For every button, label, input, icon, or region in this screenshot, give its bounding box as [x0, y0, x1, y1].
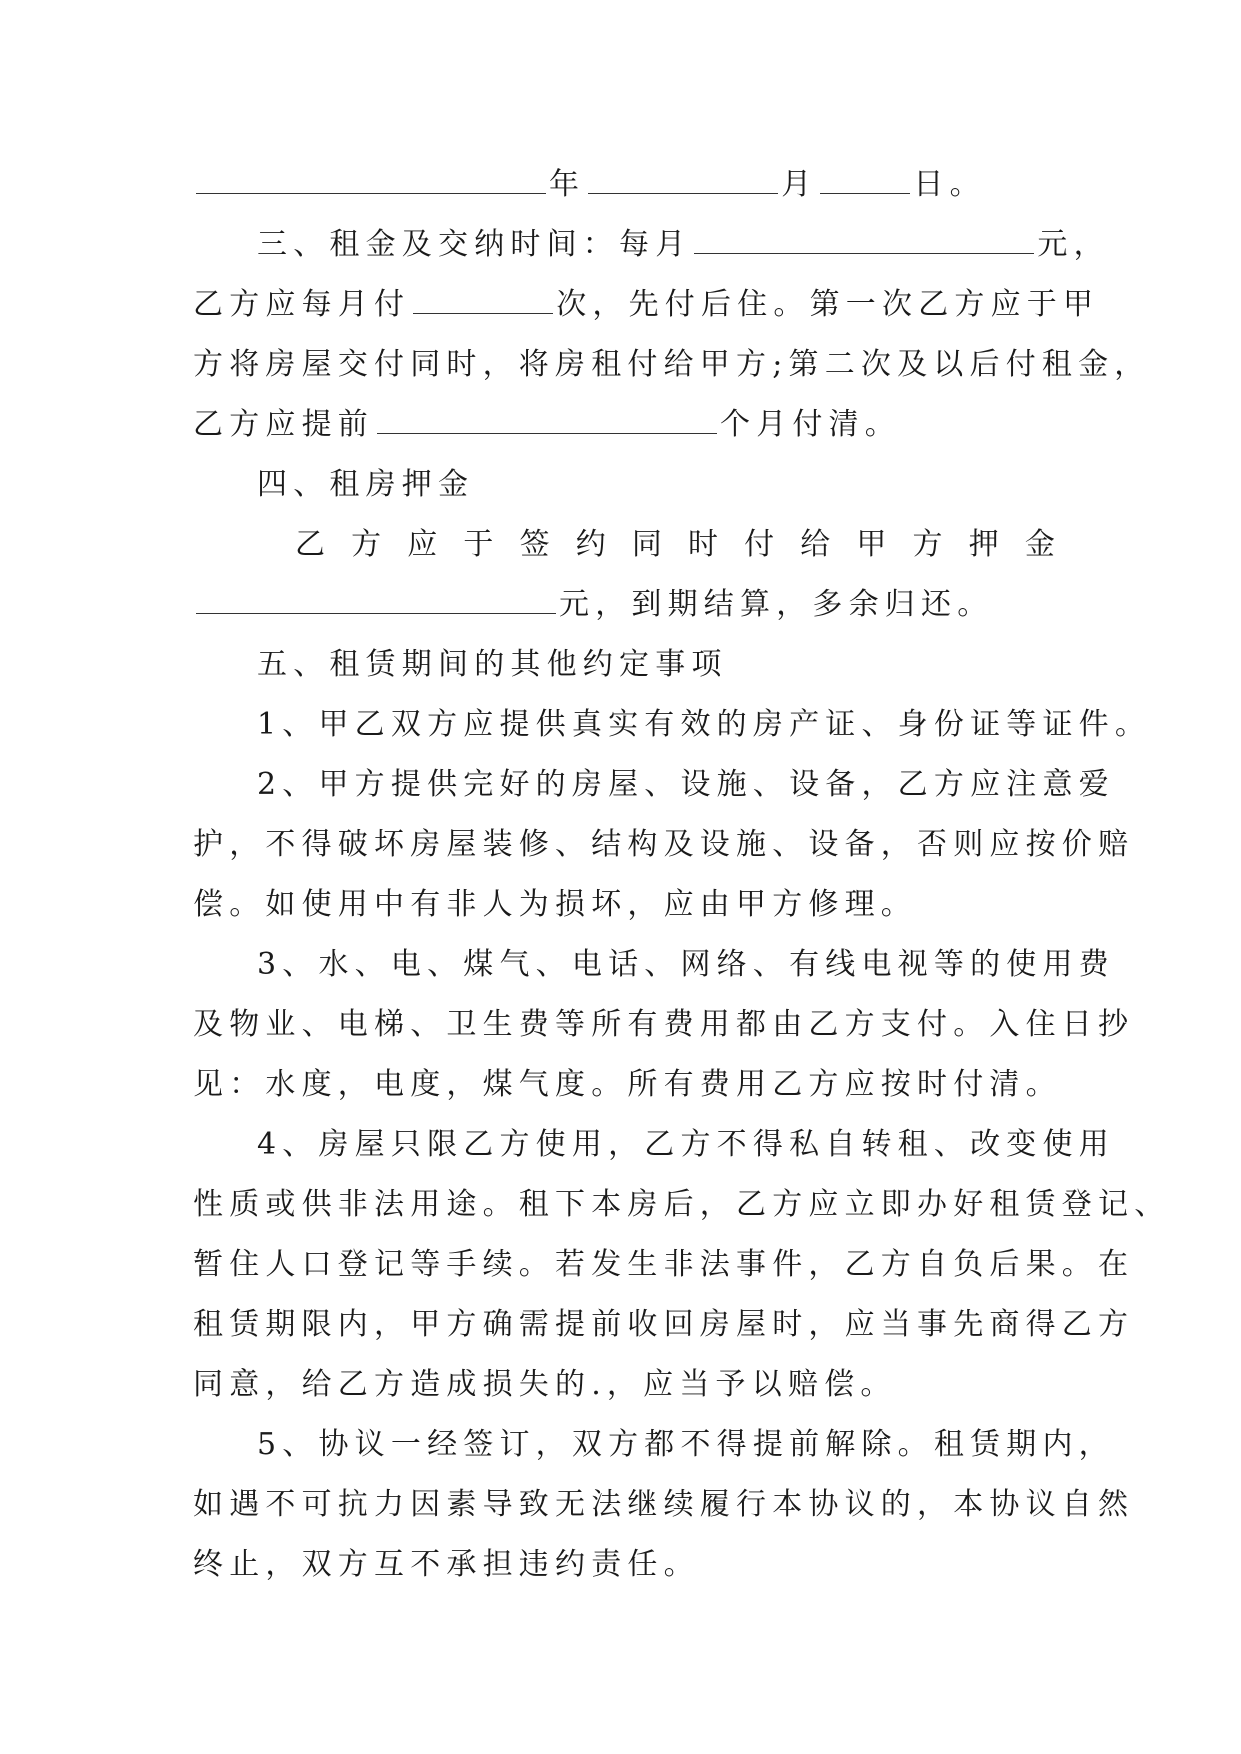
text-line: 5、协议一经签订，双方都不得提前解除。租赁期内，	[257, 1427, 1115, 1462]
blank-field	[377, 411, 717, 434]
text-line: 如遇不可抗力因素导致无法继续履行本协议的，本协议自然	[193, 1487, 1135, 1522]
text-line: 年 月 日。	[193, 155, 1055, 215]
text-line: 暂住人口登记等手续。若发生非法事件，乙方自负后果。在	[193, 1247, 1135, 1282]
text-line: 护，不得破坏房屋装修、结构及设施、设备，否则应按价赔	[193, 827, 1135, 862]
text-line: 方将房屋交付同时，将房租付给甲方;第二次及以后付租金，	[193, 347, 1151, 382]
text-line: 终止，双方互不承担违约责任。	[193, 1547, 700, 1582]
blank-field	[413, 291, 553, 314]
text-line: 租赁期限内，甲方确需提前收回房屋时，应当事先商得乙方	[193, 1307, 1135, 1342]
section-heading: 四、租房押金	[257, 467, 475, 502]
document-page	[193, 155, 1171, 1595]
text-line: 三、租金及交纳时间：每月 元，	[257, 227, 1110, 262]
text-line: 3、水、电、煤气、电话、网络、有线电视等的使用费	[257, 947, 1115, 982]
text-line: 及物业、电梯、卫生费等所有费用都由乙方支付。入住日抄	[193, 1007, 1135, 1042]
text-line: 2、甲方提供完好的房屋、设施、设备，乙方应注意爱	[257, 767, 1115, 802]
blank-field	[820, 171, 910, 194]
blank-field	[588, 171, 778, 194]
text-line: 1、甲乙双方应提供真实有效的房产证、身份证等证件。	[257, 707, 1152, 742]
text-line: 乙方应提前 个月付清。	[193, 407, 901, 442]
section-heading: 五、租赁期间的其他约定事项	[257, 647, 728, 682]
text-line: 偿。如使用中有非人为损坏，应由甲方修理。	[193, 887, 917, 922]
blank-field	[694, 231, 1034, 254]
text-line: 见：水度，电度，煤气度。所有费用乙方应按时付清。	[193, 1067, 1062, 1102]
text-line: 性质或供非法用途。租下本房后，乙方应立即办好租赁登记、	[193, 1187, 1171, 1222]
blank-field	[196, 591, 556, 614]
text-line: 乙方应每月付 次，先付后住。第一次乙方应于甲	[193, 287, 1100, 322]
blank-field	[196, 171, 546, 194]
text-line: 同意，给乙方造成损失的.，应当予以赔偿。	[193, 1367, 897, 1402]
text-line: 4、房屋只限乙方使用，乙方不得私自转租、改变使用	[257, 1127, 1115, 1162]
text-line: 元，到期结算，多余归还。	[193, 575, 1055, 635]
text-line-justified: 乙 方 应 于 签 约 同 时 付 给 甲 方 押 金	[295, 527, 1055, 562]
